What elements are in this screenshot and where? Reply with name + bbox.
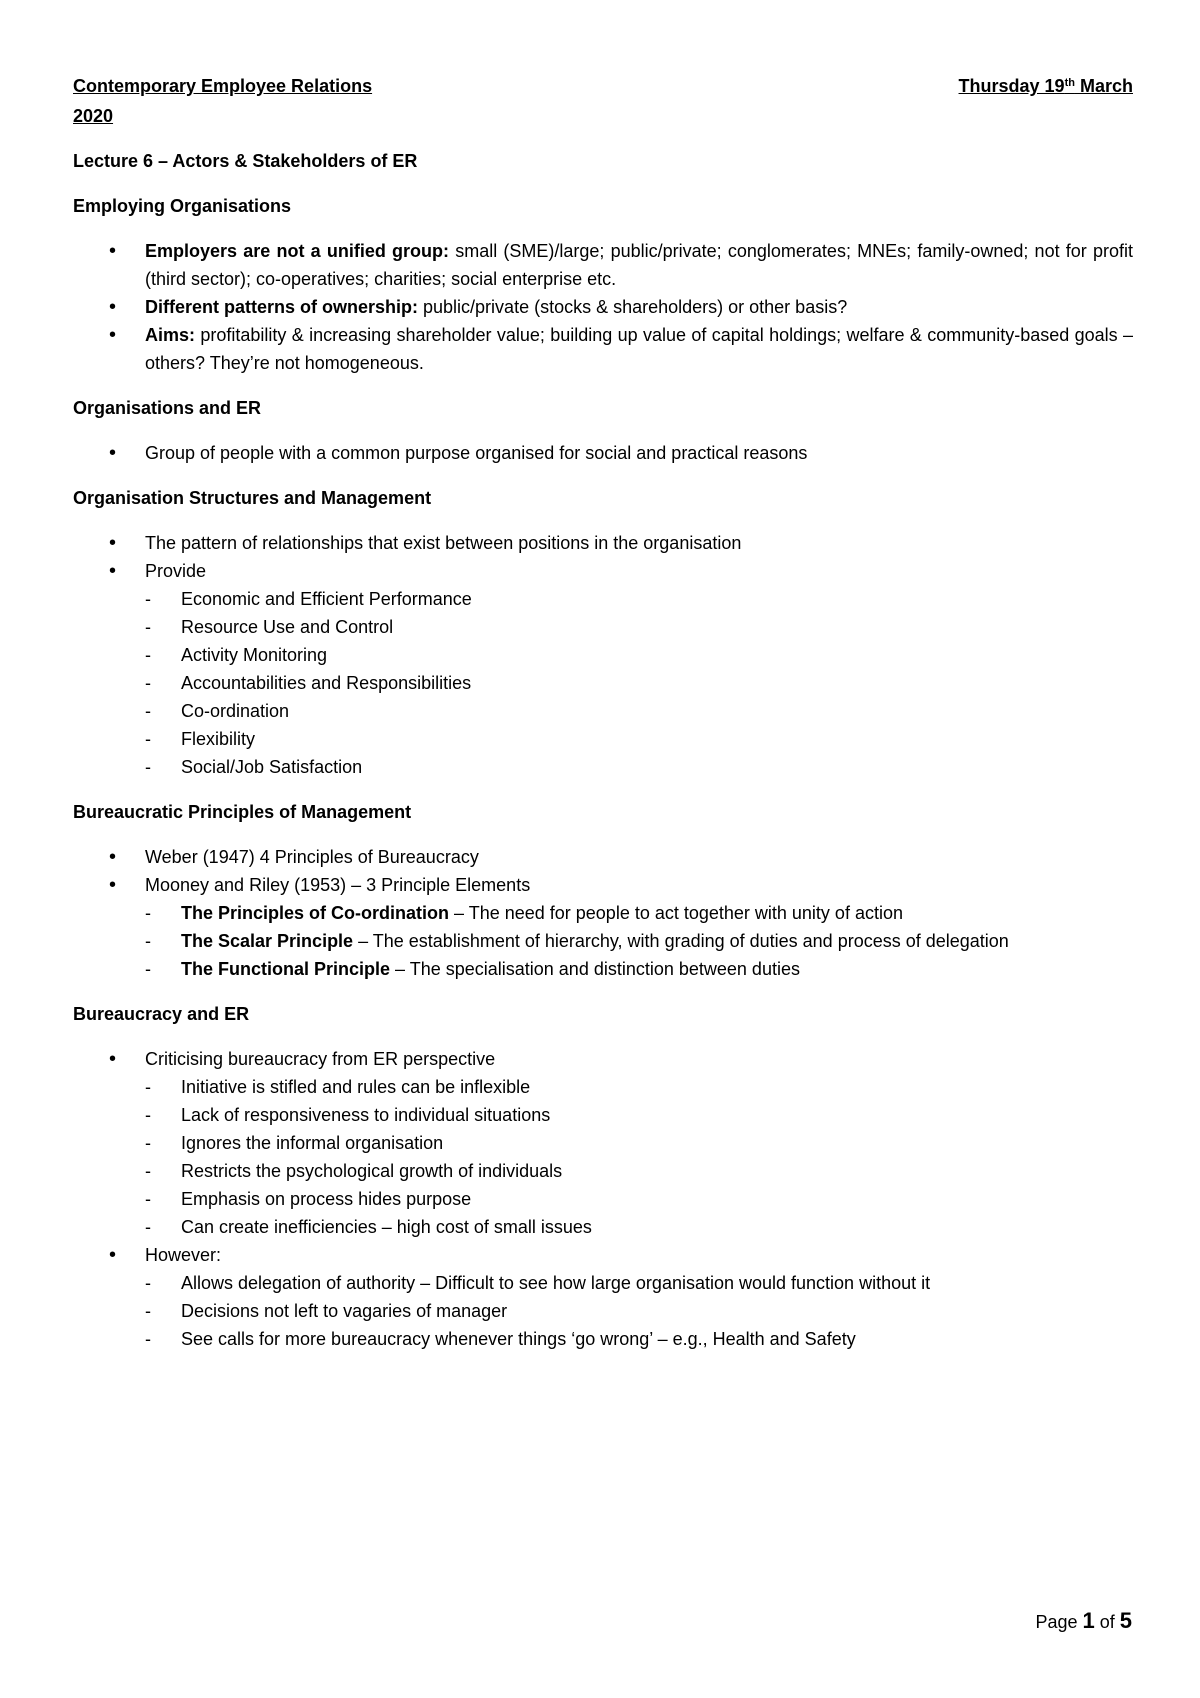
lecture-year: 2020 xyxy=(73,106,114,126)
sub-list-item: - The Scalar Principle – The establishment of hierarchy, with grading of duties and process of delegation xyxy=(145,927,1133,955)
sub-list-item: - Ignores the informal organisation xyxy=(145,1129,1133,1157)
sub-list-item: - Accountabilities and Responsibilities xyxy=(145,669,1133,697)
lecture-title: Lecture 6 – Actors & Stakeholders of ER xyxy=(73,151,418,171)
sub-list-item: - Co-ordination xyxy=(145,697,1133,725)
section-heading-org-er: Organisations and ER xyxy=(73,398,262,418)
criticisms-sublist xyxy=(145,1073,1133,1241)
section-heading-employing: Employing Organisations xyxy=(73,196,292,216)
list-item: • The pattern of relationships that exist between positions in the organisation xyxy=(73,529,1133,557)
section-heading-structures: Organisation Structures and Management xyxy=(73,488,432,508)
employing-list xyxy=(73,237,1133,377)
list-item: • Criticising bureaucracy from ER perspective - Initiative is stifled and rules can be inflexible - Lack of responsiveness to individual situations - Ignores the informal organisation - Restricts the psychological growth of individuals - Emphasis on process hides purpose - Can create inefficiencies – high cost of small issues xyxy=(73,1045,1133,1241)
lecture-date: Thursday 19th March xyxy=(958,76,1133,96)
sub-list-item: - See calls for more bureaucracy whenever things ‘go wrong’ – e.g., Health and Safety xyxy=(145,1325,1133,1353)
sub-list-item: - Allows delegation of authority – Difficult to see how large organisation would function without it xyxy=(145,1269,1133,1297)
list-item: • Different patterns of ownership: public/private (stocks & shareholders) or other basis? xyxy=(73,293,1133,321)
bureaucratic-list xyxy=(73,843,1133,983)
sub-list-item: - Restricts the psychological growth of individuals xyxy=(145,1157,1133,1185)
org-er-list xyxy=(73,439,1133,467)
section-heading-bureaucratic: Bureaucratic Principles of Management xyxy=(73,802,412,822)
sub-list-item: - Initiative is stifled and rules can be inflexible xyxy=(145,1073,1133,1101)
bureaucracy-er-list xyxy=(73,1045,1133,1353)
sub-list-item: - Emphasis on process hides purpose xyxy=(145,1185,1133,1213)
sub-list-item: - Flexibility xyxy=(145,725,1133,753)
document-body xyxy=(73,72,1133,1353)
page-number: Page 1 of 5 xyxy=(1035,1608,1132,1633)
sub-list-item: - Resource Use and Control xyxy=(145,613,1133,641)
sub-list-item: - Can create inefficiencies – high cost of small issues xyxy=(145,1213,1133,1241)
sub-list-item: - Decisions not left to vagaries of manager xyxy=(145,1297,1133,1325)
sub-list-item: - The Principles of Co-ordination – The need for people to act together with unity of action xyxy=(145,899,1133,927)
list-item: • Employers are not a unified group: small (SME)/large; public/private; conglomerates; MNEs; family-owned; not for profit (third sector); co-operatives; charities; social enterprise etc. xyxy=(73,237,1133,293)
list-item: • Mooney and Riley (1953) – 3 Principle Elements - The Principles of Co-ordination – The need for people to act together with unity of action - The Scalar Principle – The establishment of hierarchy, with grading of duties and process of delegation - The Functional Principle – The specialisation and distinction between duties xyxy=(73,871,1133,983)
list-item: • Group of people with a common purpose organised for social and practical reasons xyxy=(73,439,1133,467)
sub-list-item: - Economic and Efficient Performance xyxy=(145,585,1133,613)
sub-list-item: - The Functional Principle – The specialisation and distinction between duties xyxy=(145,955,1133,983)
list-item: • However: - Allows delegation of authority – Difficult to see how large organisation would function without it - Decisions not left to vagaries of manager - See calls for more bureaucracy whenever things ‘go wrong’ – e.g., Health and Safety xyxy=(73,1241,1133,1353)
sub-list-item: - Activity Monitoring xyxy=(145,641,1133,669)
structures-list xyxy=(73,529,1133,781)
however-sublist xyxy=(145,1269,1133,1353)
list-item: • Aims: profitability & increasing shareholder value; building up value of capital holdings; welfare & community-based goals – others? They’re not homogeneous. xyxy=(73,321,1133,377)
provide-sublist xyxy=(145,585,1133,781)
list-item: • Weber (1947) 4 Principles of Bureaucracy xyxy=(73,843,1133,871)
document-header xyxy=(73,72,1133,100)
sub-list-item: - Lack of responsiveness to individual situations xyxy=(145,1101,1133,1129)
principles-sublist xyxy=(145,899,1133,983)
section-heading-bureaucracy-er: Bureaucracy and ER xyxy=(73,1004,250,1024)
course-title: Contemporary Employee Relations xyxy=(73,76,373,96)
list-item: • Provide - Economic and Efficient Performance - Resource Use and Control - Activity Monitoring - Accountabilities and Responsibilities - Co-ordination - Flexibility - Social/Job Satisfaction xyxy=(73,557,1133,781)
sub-list-item: - Social/Job Satisfaction xyxy=(145,753,1133,781)
